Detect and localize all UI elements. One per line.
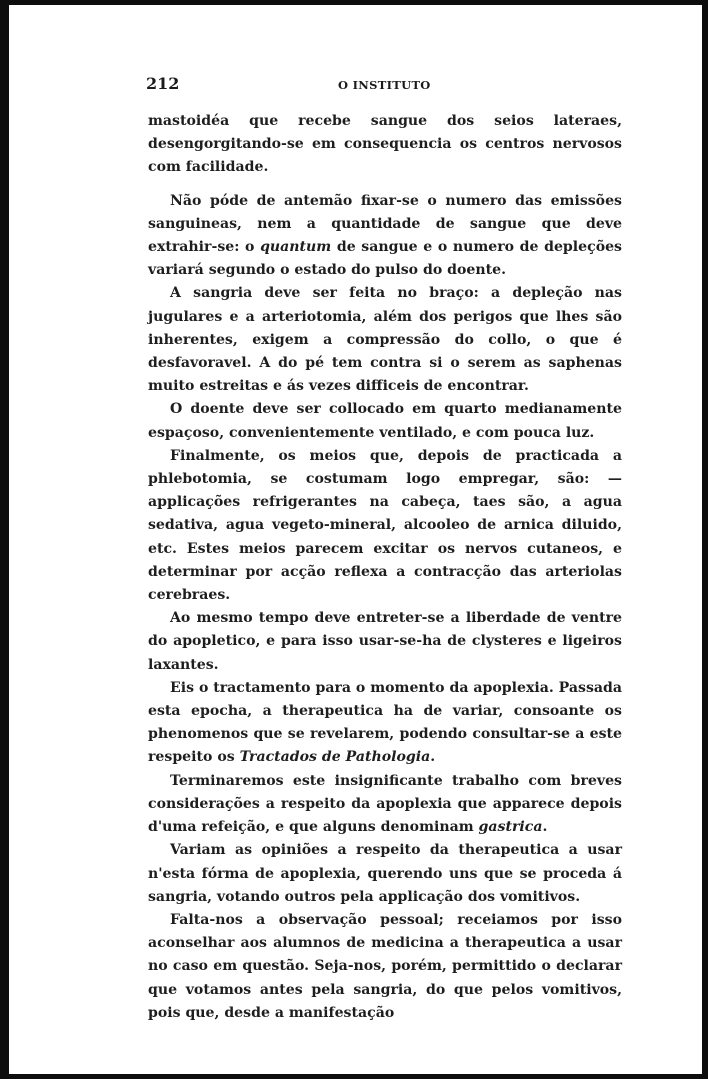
text-run: Variam as opiniões a respeito da therapeutica a usar n'esta fórma de apoplexia, querendo uns que se proceda á sangria, votando outros pela applicação dos vomitivos. — [148, 842, 622, 905]
italic-text: gastrica — [478, 819, 543, 836]
text-run: O doente deve ser collocado em quarto medianamente espaçoso, convenientemente ventilado, e com pouca luz. — [148, 401, 622, 441]
paragraph — [148, 770, 622, 840]
paragraph — [148, 190, 622, 283]
page-header — [146, 74, 624, 96]
text-run: Ao mesmo tempo deve entreter-se a liberdade de ventre do apopletico, e para isso usar-se-ha de clysteres e ligeiros laxantes. — [148, 610, 622, 673]
paragraph — [148, 607, 622, 677]
page-number: 212 — [146, 74, 180, 93]
text-run: mastoidéa que recebe sangue dos seios lateraes, desengorgitando-se em consequencia os centros nervosos com facilidade. — [148, 113, 622, 176]
text-run: . — [430, 749, 436, 766]
paragraph — [148, 677, 622, 770]
italic-text: quantum — [260, 239, 332, 256]
paragraph — [148, 909, 622, 1025]
paragraph — [148, 445, 622, 607]
paragraph — [148, 398, 622, 444]
paragraph — [148, 839, 622, 909]
body-text — [148, 110, 622, 1025]
text-run: A sangria deve ser feita no braço: a depleção nas jugulares e a arteriotomia, além dos perigos que lhes são inherentes, exigem a compressão do collo, o que é desfavoravel. A do pé tem contra si o serem as saphenas muito estreitas e ás vezes difficeis de encontrar. — [148, 285, 622, 395]
text-run: . — [542, 819, 548, 836]
text-run: Finalmente, os meios que, depois de practicada a phlebotomia, se costumam logo empregar, são: —applicações refrigerantes na cabeça, taes são, a agua sedativa, agua vegeto-mineral, alcooleo de arnica diluido, etc. Estes meios parecem excitar os nervos cutaneos, e determinar por acção reflexa a contracção das arteriolas cerebraes. — [148, 447, 622, 604]
text-run: de sangue e o numero de depleções variará segundo o estado do pulso do doente. — [148, 239, 622, 279]
paragraph — [148, 110, 622, 180]
italic-text: Tractados de Pathologia — [239, 749, 431, 766]
text-run: Falta-nos a observação pessoal; receiamos por isso aconselhar aos alumnos de medicina a therapeutica a usar no caso em questão. Seja-nos, porém, permittido o declarar que votamos antes pela sangria, do que pelos vomitivos, pois que, desde a manifestação — [148, 911, 622, 1021]
text-run: Eis o tractamento para o momento da apoplexia. Passada esta epocha, a therapeutica ha de variar, consoante os phenomenos que se revelarem, podendo consultar-se a este respeito os — [148, 679, 622, 766]
paragraph — [148, 282, 622, 398]
running-head: O INSTITUTO — [338, 78, 431, 92]
text-run: Terminaremos este insignificante trabalho com breves considerações a respeito da apoplexia que apparece depois d'uma refeição, e que alguns denominam — [148, 772, 622, 836]
text-run: Não póde de antemão fixar-se o numero das emissões sanguineas, nem a quantidade de sangue que deve extrahir-se: o — [148, 192, 622, 256]
